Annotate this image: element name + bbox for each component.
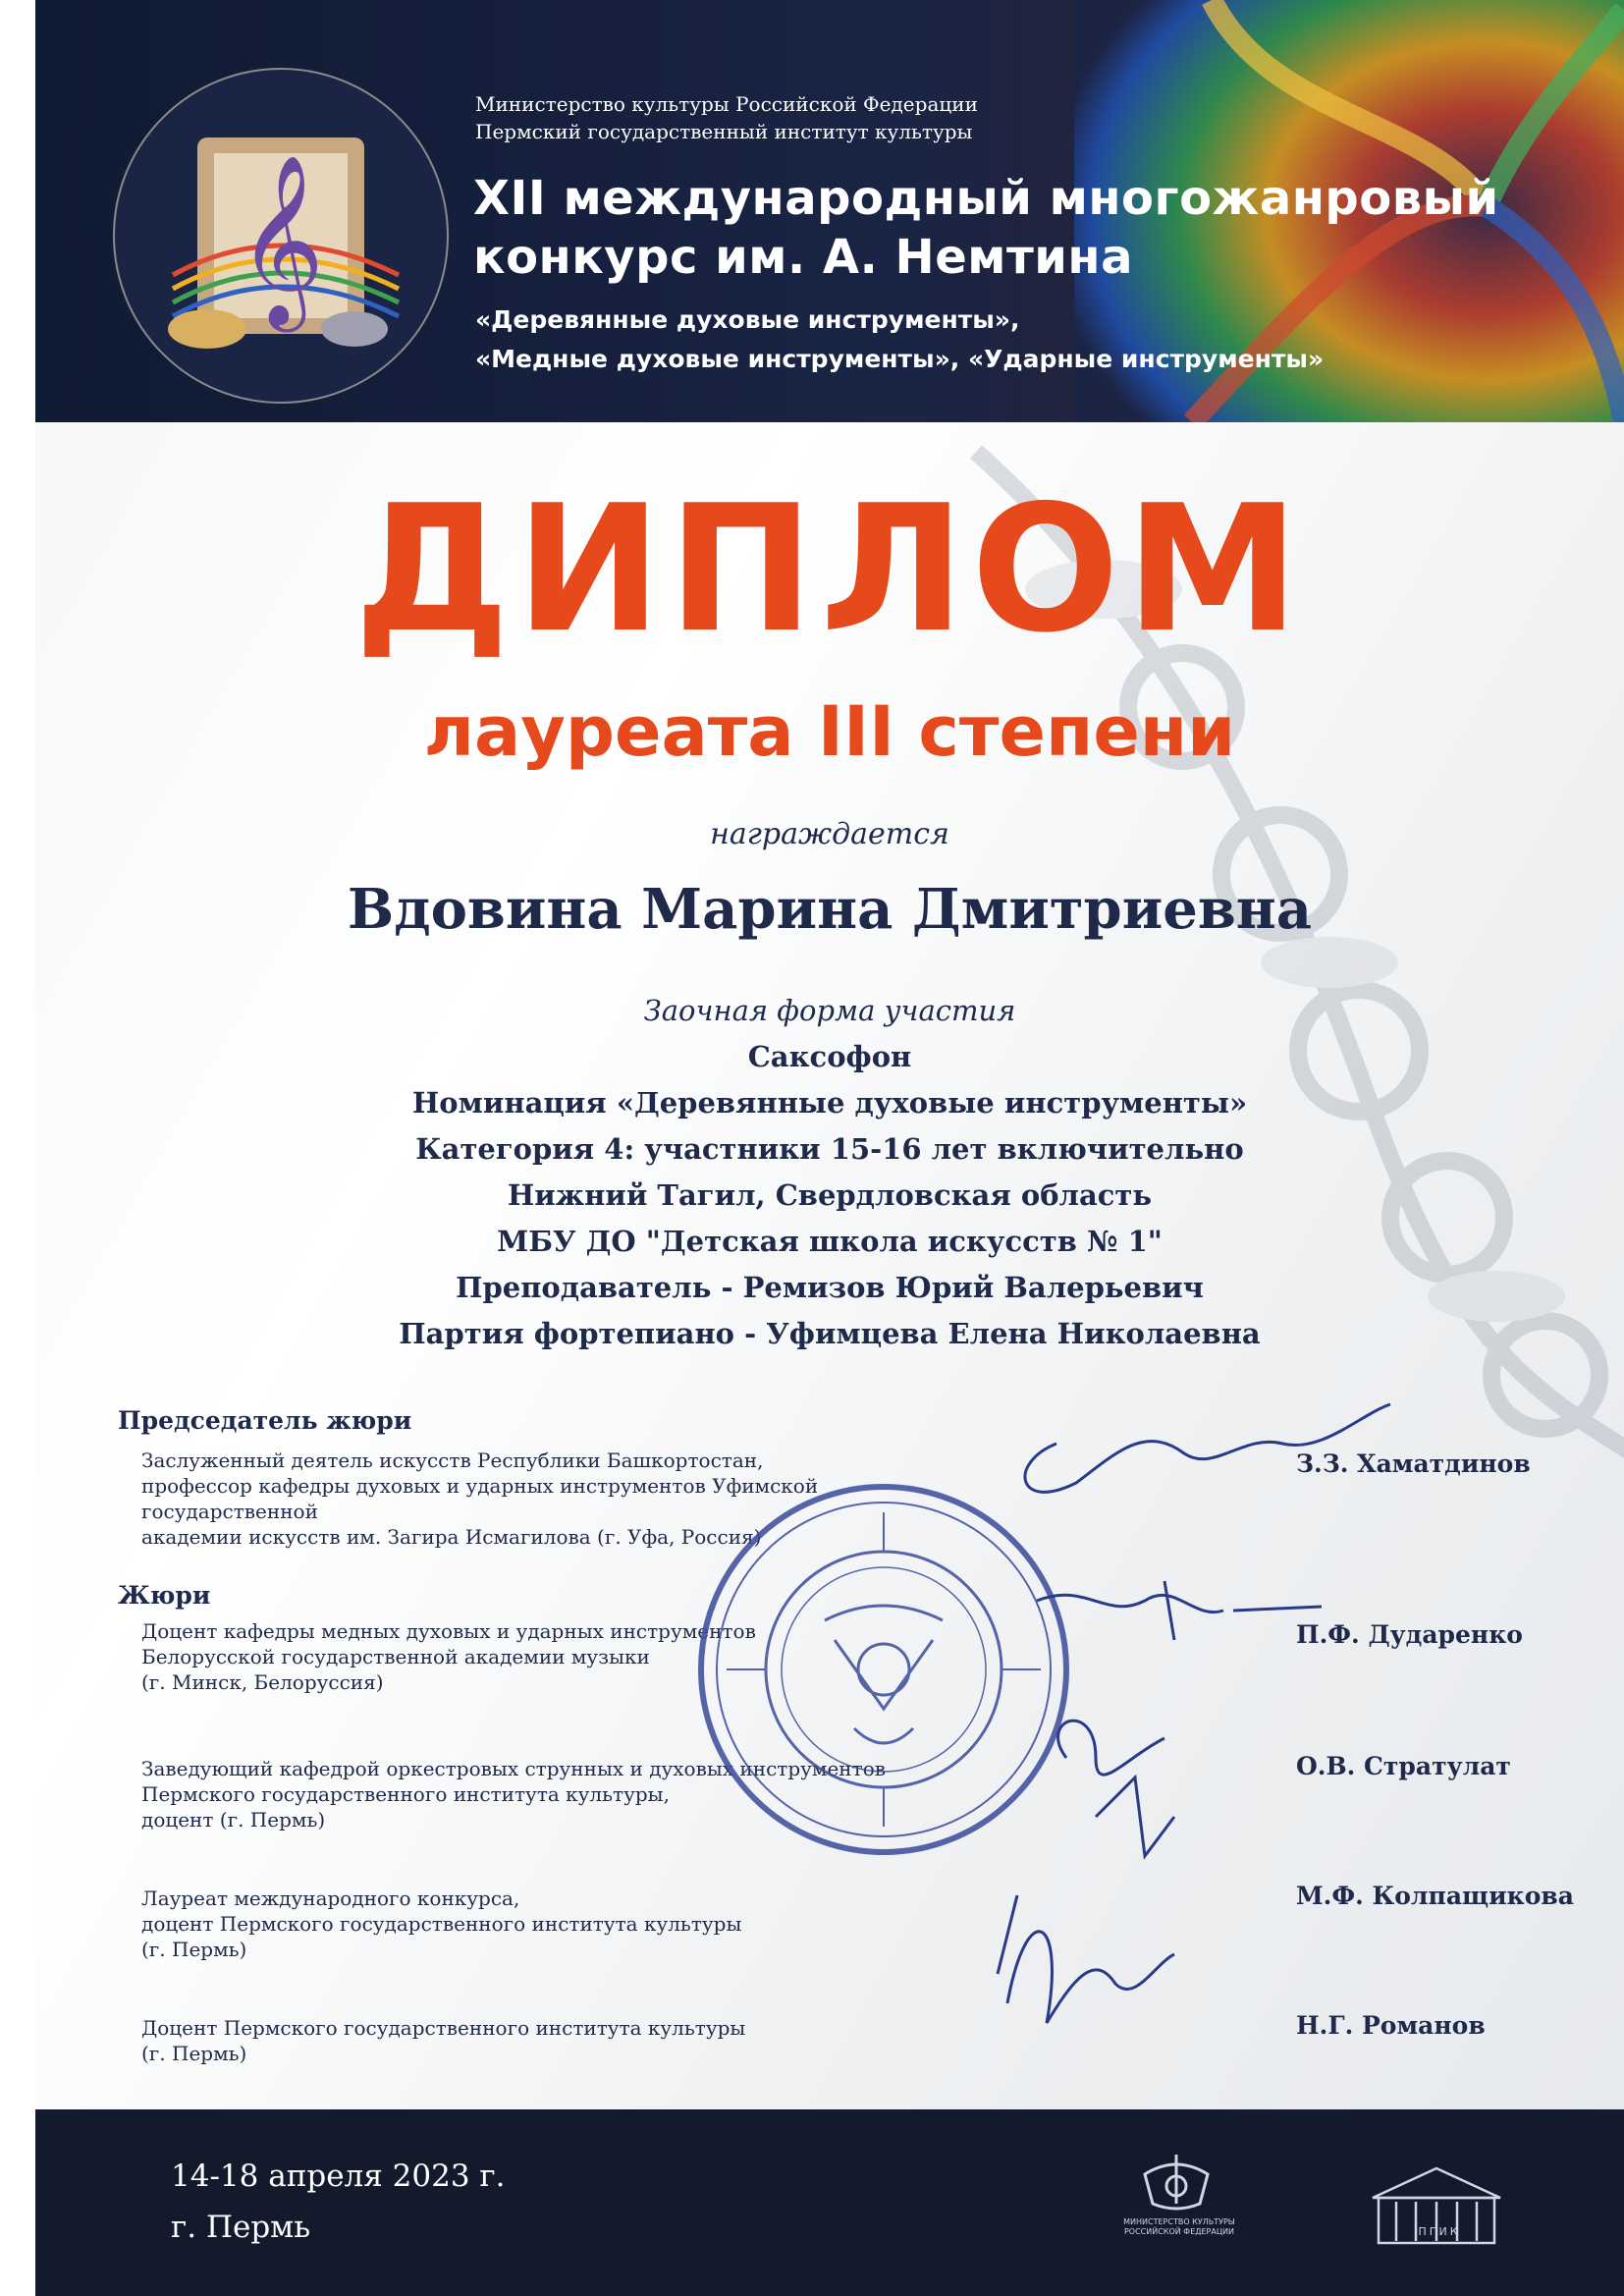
jury-member-desc-line: Заведующий кафедрой оркестровых струнных и духовых инструментов [141, 1757, 886, 1780]
jury-member-description [141, 2015, 888, 2066]
institute-logo-label: ПГИК [1418, 2225, 1461, 2238]
jury-member-name: О.В. Стратулат [1296, 1752, 1511, 1780]
jury-member-desc-line: Белорусской государственной академии музыки [141, 1645, 650, 1668]
header-banner [35, 0, 1624, 422]
participation-form: Заочная форма участия [643, 994, 1016, 1027]
jury-chair-desc-line: Заслуженный деятель искусств Республики Башкортостан, [141, 1449, 764, 1472]
jury-member-desc-line: Доцент Пермского государственного института культуры [141, 2016, 746, 2040]
participation-details [35, 988, 1624, 1357]
event-date-place [171, 2151, 506, 2253]
awarded-label: награждается [710, 817, 949, 851]
jury-member-name: М.Ф. Колпащикова [1296, 1882, 1574, 1910]
jury-member-name: П.Ф. Дударенко [1296, 1620, 1523, 1649]
jury-chair-name: З.З. Хаматдинов [1296, 1449, 1531, 1478]
event-place: г. Пермь [171, 2210, 311, 2245]
jury-chair-desc-line: профессор кафедры духовых и ударных инструментов Уфимской государственной [141, 1474, 819, 1523]
institute-building-icon [1363, 2159, 1510, 2257]
handwritten-signatures [948, 1385, 1459, 2052]
contest-subtitle [475, 301, 1324, 379]
jury-member-desc-line: (г. Пермь) [141, 2042, 247, 2065]
jury-member-name: Н.Г. Романов [1296, 2011, 1486, 2040]
ministry-line-1: Министерство культуры Российской Федерации [475, 92, 978, 116]
diploma-degree: лауреата III степени [423, 691, 1236, 772]
jury-chair-desc-line: академии искусств им. Загира Исмагилова (г. Уфа, Россия) [141, 1525, 762, 1549]
contest-title-line-1: XII международный многожанровый [473, 171, 1499, 226]
instrument: Саксофон [747, 1040, 912, 1073]
city: Нижний Тагил, Свердловская область [507, 1178, 1153, 1212]
pianist: Партия фортепиано - Уфимцева Елена Николаевна [399, 1317, 1261, 1350]
jury-member-desc-line: (г. Минск, Белоруссия) [141, 1670, 384, 1694]
contest-subtitle-line-2: «Медные духовые инструменты», «Ударные инструменты» [475, 345, 1325, 373]
contest-subtitle-line-1: «Деревянные духовые инструменты», [475, 305, 1020, 334]
ministry-line-2: Пермский государственный институт культуры [475, 120, 973, 143]
school: МБУ ДО "Детская школа искусств № 1" [497, 1225, 1163, 1258]
contest-title-line-2: конкурс им. А. Немтина [473, 230, 1133, 285]
jury-members-heading: Жюри [118, 1581, 211, 1610]
jury-member-desc-line: Лауреат международного конкурса, [141, 1886, 520, 1910]
jury-member-description [141, 1886, 888, 1962]
ministry-text [475, 90, 978, 145]
jury-member-desc-line: доцент Пермского государственного института культуры [141, 1912, 742, 1936]
nomination: Номинация «Деревянные духовые инструменты» [411, 1086, 1248, 1120]
diploma-title: ДИПЛОМ [353, 467, 1306, 671]
ministry-emblem-icon [1115, 2145, 1237, 2263]
category: Категория 4: участники 15-16 лет включительно [415, 1132, 1244, 1166]
recipient-name: Вдовина Марина Дмитриевна [347, 877, 1313, 942]
jury-member-desc-line: доцент (г. Пермь) [141, 1808, 326, 1831]
jury-chair-heading: Председатель жюри [118, 1406, 412, 1435]
ministry-logo-label [1106, 2217, 1253, 2237]
teacher: Преподаватель - Ремизов Юрий Валерьевич [456, 1271, 1204, 1304]
svg-text:𝄞: 𝄞 [237, 154, 325, 325]
diploma-page [35, 0, 1624, 2296]
jury-member-desc-line: (г. Пермь) [141, 1938, 247, 1961]
jury-member-desc-line: Пермского государственного института культуры, [141, 1782, 670, 1806]
jury-member-desc-line: Доцент кафедры медных духовых и ударных инструментов [141, 1619, 756, 1643]
footer-bar [35, 2109, 1624, 2296]
contest-logo [104, 59, 458, 412]
ministry-logo-label-line: МИНИСТЕРСТВО КУЛЬТУРЫ [1123, 2217, 1235, 2226]
contest-title [473, 169, 1499, 287]
ministry-logo-label-line: РОССИЙСКОЙ ФЕДЕРАЦИИ [1123, 2227, 1235, 2236]
event-date: 14-18 апреля 2023 г. [171, 2159, 506, 2194]
